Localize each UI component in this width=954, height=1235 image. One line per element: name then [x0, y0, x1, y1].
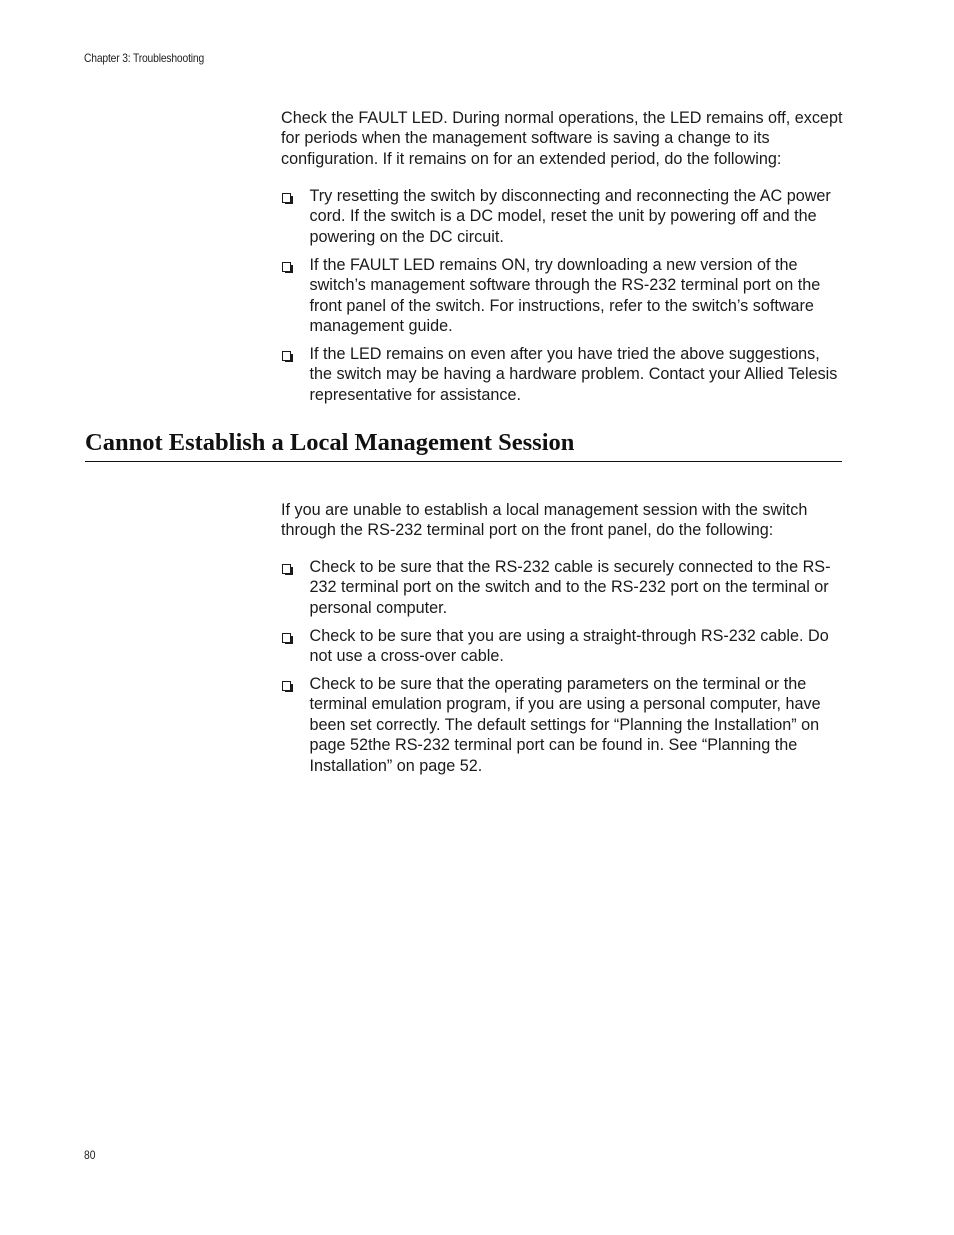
list-item-text: Check to be sure that the operating parameters on the terminal or the terminal emulation program, if you are using a personal computer, have been set correctly. The default settings for “Planning the Installation” on page 52the RS-232 terminal port can be found in. See “Planning the Installation” on page 52.: [309, 675, 821, 775]
fault-intro-paragraph: Check the FAULT LED. During normal operations, the LED remains off, except for periods when the management software is saving a change to its configuration. If it remains on for an extended period, do the following:: [281, 109, 843, 168]
list-item: [281, 344, 846, 405]
list-item: [281, 255, 846, 337]
checkbox-bullet-icon: [282, 351, 291, 361]
page-number: 80: [84, 1148, 96, 1162]
fault-bullet-list: [281, 186, 846, 413]
checkbox-bullet-icon: [282, 633, 291, 643]
section-heading: Cannot Establish a Local Management Session: [85, 429, 575, 456]
checkbox-bullet-icon: [282, 564, 291, 574]
checkbox-bullet-icon: [282, 262, 291, 272]
list-item: [281, 557, 846, 618]
heading-rule: [85, 461, 842, 462]
list-item-text: Check to be sure that the RS-232 cable is securely connected to the RS-232 terminal port on the switch and to the RS-232 port on the terminal or personal computer.: [309, 558, 831, 617]
session-intro-paragraph: If you are unable to establish a local management session with the switch through the RS-232 terminal port on the front panel, do the following:: [281, 501, 808, 540]
list-item-text: Try resetting the switch by disconnecting and reconnecting the AC power cord. If the switch is a DC model, reset the unit by powering off and the powering on the DC circuit.: [309, 187, 831, 246]
list-item-text: Check to be sure that you are using a straight-through RS-232 cable. Do not use a cross-over cable.: [309, 626, 829, 666]
list-item: [281, 674, 846, 776]
list-item-text: If the LED remains on even after you have tried the above suggestions, the switch may be having a hardware problem. Contact your Allied Telesis representative for assistance.: [309, 344, 838, 404]
session-bullet-list: [281, 557, 846, 784]
checkbox-bullet-icon: [282, 193, 291, 203]
list-item: [281, 186, 846, 247]
list-item: [281, 626, 846, 667]
running-header: Chapter 3: Troubleshooting: [84, 51, 205, 65]
checkbox-bullet-icon: [282, 681, 291, 691]
list-item-text: If the FAULT LED remains ON, try downloading a new version of the switch’s management software through the RS-232 terminal port on the front panel of the switch. For instructions, refer to the switch’s software management guide.: [309, 255, 821, 335]
